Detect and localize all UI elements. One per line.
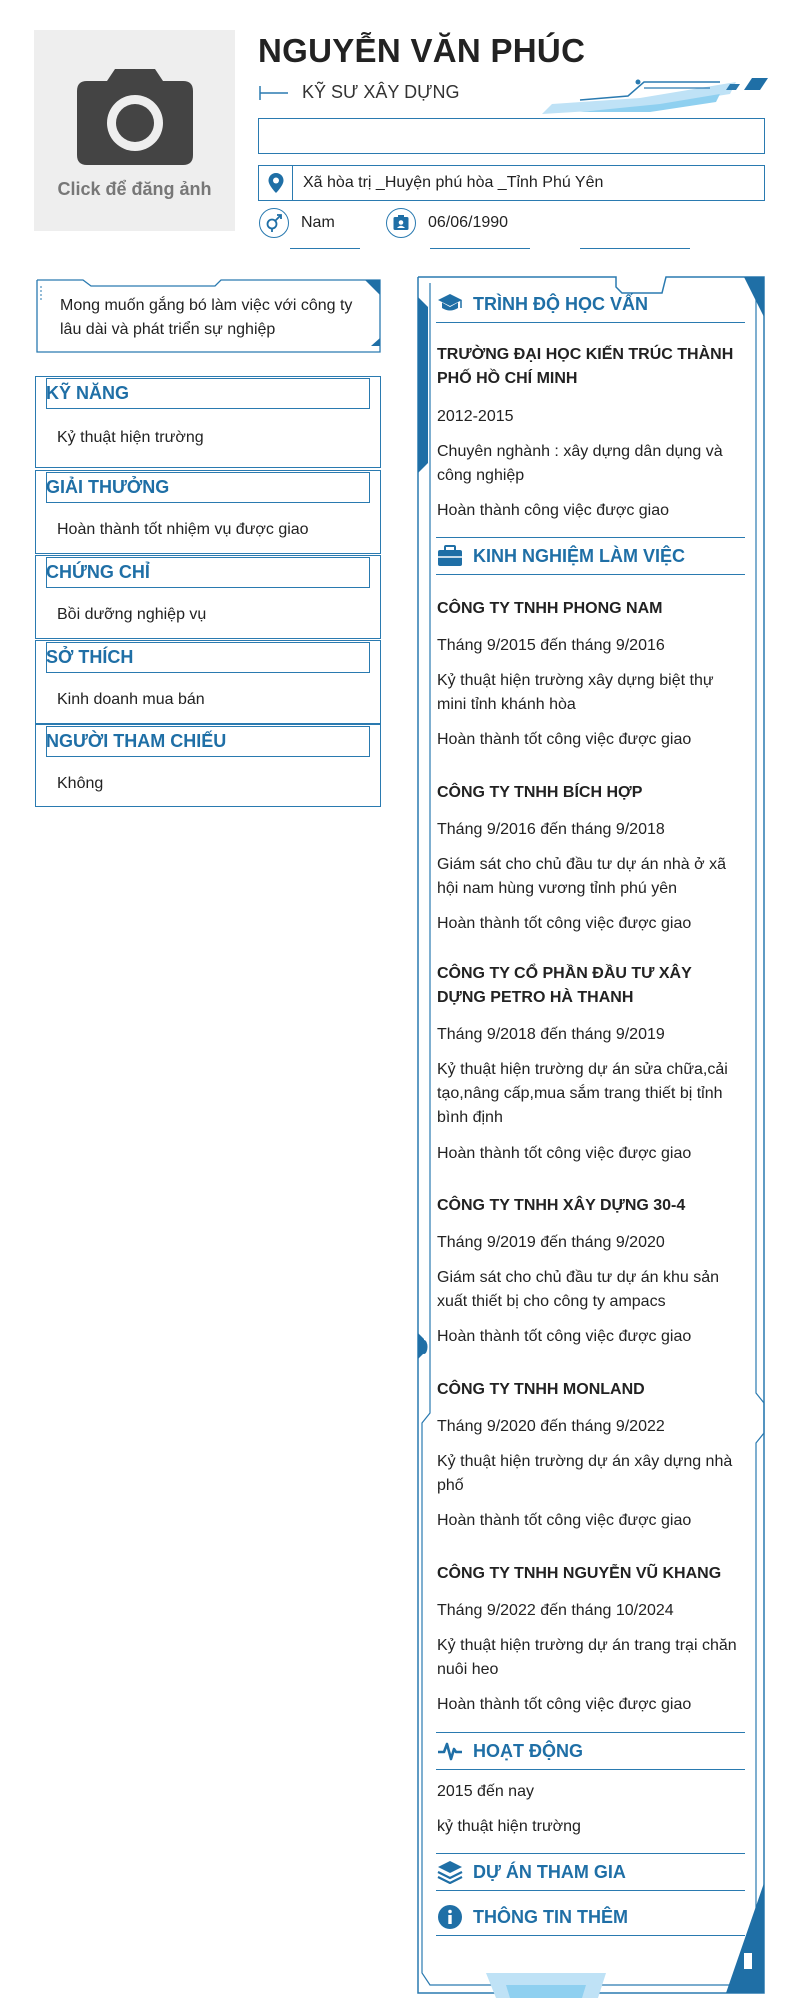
activities-title: HOẠT ĐỘNG <box>473 1740 583 1761</box>
job-period: Tháng 9/2018 đến tháng 9/2019 <box>437 1026 665 1043</box>
awards-body: Hoàn thành tốt nhiệm vụ được giao <box>57 521 309 538</box>
job-company: CÔNG TY CỔ PHẦN ĐẦU TƯ XÂY DỰNG PETRO HÀ THANH <box>437 965 692 1006</box>
job-company: CÔNG TY TNHH NGUYỄN VŨ KHANG <box>437 1565 722 1582</box>
graduation-cap-icon <box>437 293 463 315</box>
hobbies-title: SỞ THÍCH <box>46 642 370 673</box>
job-result: Hoàn thành tốt công việc được giao <box>437 1145 692 1162</box>
header-blank-field[interactable] <box>258 118 765 154</box>
activities-header <box>436 1732 745 1770</box>
gender-text: Nam <box>301 214 335 231</box>
layers-icon <box>437 1860 463 1884</box>
birthdate-text: 06/06/1990 <box>428 214 509 231</box>
experience-header <box>436 537 745 575</box>
job-period: Tháng 9/2019 đến tháng 9/2020 <box>437 1234 665 1251</box>
projects-title: DỰ ÁN THAM GIA <box>473 1861 626 1882</box>
job-result: Hoàn thành tốt công việc được giao <box>437 731 692 748</box>
birthdate-item <box>386 208 508 238</box>
objective-text: Mong muốn gắng bó làm việc với công ty lâu dài và phát triển sự nghiệp <box>60 297 353 338</box>
awards-title: GIẢI THƯỞNG <box>46 472 370 503</box>
job-result: Hoàn thành tốt công việc được giao <box>437 1328 692 1345</box>
references-body: Không <box>57 775 104 792</box>
job-description: Giám sát cho chủ đầu tư dự án nhà ở xã hội nam hùng vương tỉnh phú yên <box>437 856 726 897</box>
extra-underline <box>580 248 690 249</box>
projects-header <box>436 1853 745 1891</box>
info-icon <box>437 1904 463 1930</box>
job-company: CÔNG TY TNHH MONLAND <box>437 1381 645 1398</box>
projects-icon-box <box>436 1858 464 1886</box>
job-description: Giám sát cho chủ đầu tư dự án khu sản xuất thiết bị cho công ty ampacs <box>437 1269 720 1310</box>
experience-title: KINH NGHIỆM LÀM VIỆC <box>473 545 686 566</box>
education-result: Hoàn thành công việc được giao <box>437 502 670 519</box>
references-title: NGƯỜI THAM CHIẾU <box>46 726 370 757</box>
job-company: CÔNG TY TNHH BÍCH HỢP <box>437 784 643 801</box>
skills-title: KỸ NĂNG <box>46 378 370 409</box>
job-result: Hoàn thành tốt công việc được giao <box>437 1512 692 1529</box>
gender-icon-circle <box>259 208 289 238</box>
education-title: TRÌNH ĐỘ HỌC VẤN <box>473 293 648 314</box>
job-description: Kỷ thuật hiện trường xây dựng biệt thự mini tỉnh khánh hòa <box>437 672 714 713</box>
education-header <box>436 286 745 323</box>
education-school: TRƯỜNG ĐẠI HỌC KIẾN TRÚC THÀNH PHỐ HỒ CHÍ MINH <box>437 346 734 387</box>
additional-info-icon-box <box>436 1903 464 1931</box>
job-result: Hoàn thành tốt công việc được giao <box>437 1696 692 1713</box>
certificates-title: CHỨNG CHỈ <box>46 557 370 588</box>
education-icon-box <box>436 290 464 318</box>
address-icon-box <box>259 166 293 200</box>
hobbies-section <box>35 640 381 724</box>
job-period: Tháng 9/2016 đến tháng 9/2018 <box>437 821 665 838</box>
job-period: Tháng 9/2020 đến tháng 9/2022 <box>437 1418 665 1435</box>
camera-icon <box>75 61 195 165</box>
job-result: Hoàn thành tốt công việc được giao <box>437 915 692 932</box>
education-period: 2012-2015 <box>437 408 514 425</box>
hobbies-body: Kinh doanh mua bán <box>57 691 205 708</box>
birthdate-underline <box>430 248 530 249</box>
experience-icon-box <box>436 542 464 570</box>
job-company: CÔNG TY TNHH PHONG NAM <box>437 600 663 617</box>
job-period: Tháng 9/2015 đến tháng 9/2016 <box>437 637 665 654</box>
birthdate-icon-circle <box>386 208 416 238</box>
skills-body: Kỷ thuật hiện trường <box>57 429 204 446</box>
certificates-section <box>35 555 381 639</box>
job-title-row <box>258 82 459 103</box>
address-text: Xã hòa trị _Huyện phú hòa _Tỉnh Phú Yên <box>303 174 604 191</box>
job-title: KỸ SƯ XÂY DỰNG <box>302 82 460 102</box>
activities-period: 2015 đến nay <box>437 1783 534 1800</box>
skills-section <box>35 376 381 468</box>
candidate-name: NGUYỄN VĂN PHÚC <box>258 32 586 69</box>
photo-caption: Click để đăng ảnh <box>57 179 212 199</box>
career-objective <box>35 276 382 354</box>
header-decoration <box>540 74 770 118</box>
avatar-upload[interactable] <box>34 30 235 231</box>
location-pin-icon <box>267 172 285 194</box>
additional-info-header <box>436 1899 745 1936</box>
gender-underline <box>290 248 360 249</box>
gender-item <box>259 208 335 238</box>
briefcase-icon <box>437 545 463 567</box>
activities-description: kỷ thuật hiện trường <box>437 1818 581 1835</box>
job-description: Kỷ thuật hiện trường dự án sửa chữa,cải tạo,nâng cấp,mua sắm trang thiết bị tỉnh bình định <box>437 1061 728 1126</box>
job-company: CÔNG TY TNHH XÂY DỰNG 30-4 <box>437 1197 686 1214</box>
address-field[interactable] <box>258 165 765 201</box>
certificates-body: Bồi dưỡng nghiệp vụ <box>57 606 207 623</box>
job-period: Tháng 9/2022 đến tháng 10/2024 <box>437 1602 674 1619</box>
id-card-icon <box>392 214 410 232</box>
references-section <box>35 724 381 807</box>
awards-section <box>35 470 381 554</box>
additional-info-title: THÔNG TIN THÊM <box>473 1906 628 1927</box>
gender-icon <box>265 214 283 232</box>
activities-icon-box <box>436 1737 464 1765</box>
line-bracket-icon <box>258 84 290 102</box>
pulse-icon <box>437 1740 463 1762</box>
job-description: Kỷ thuật hiện trường dự án trang trại chăn nuôi heo <box>437 1637 737 1678</box>
education-major: Chuyên nghành : xây dựng dân dụng và công nghiệp <box>437 443 723 484</box>
job-description: Kỷ thuật hiện trường dự án xây dựng nhà phố <box>437 1453 733 1494</box>
